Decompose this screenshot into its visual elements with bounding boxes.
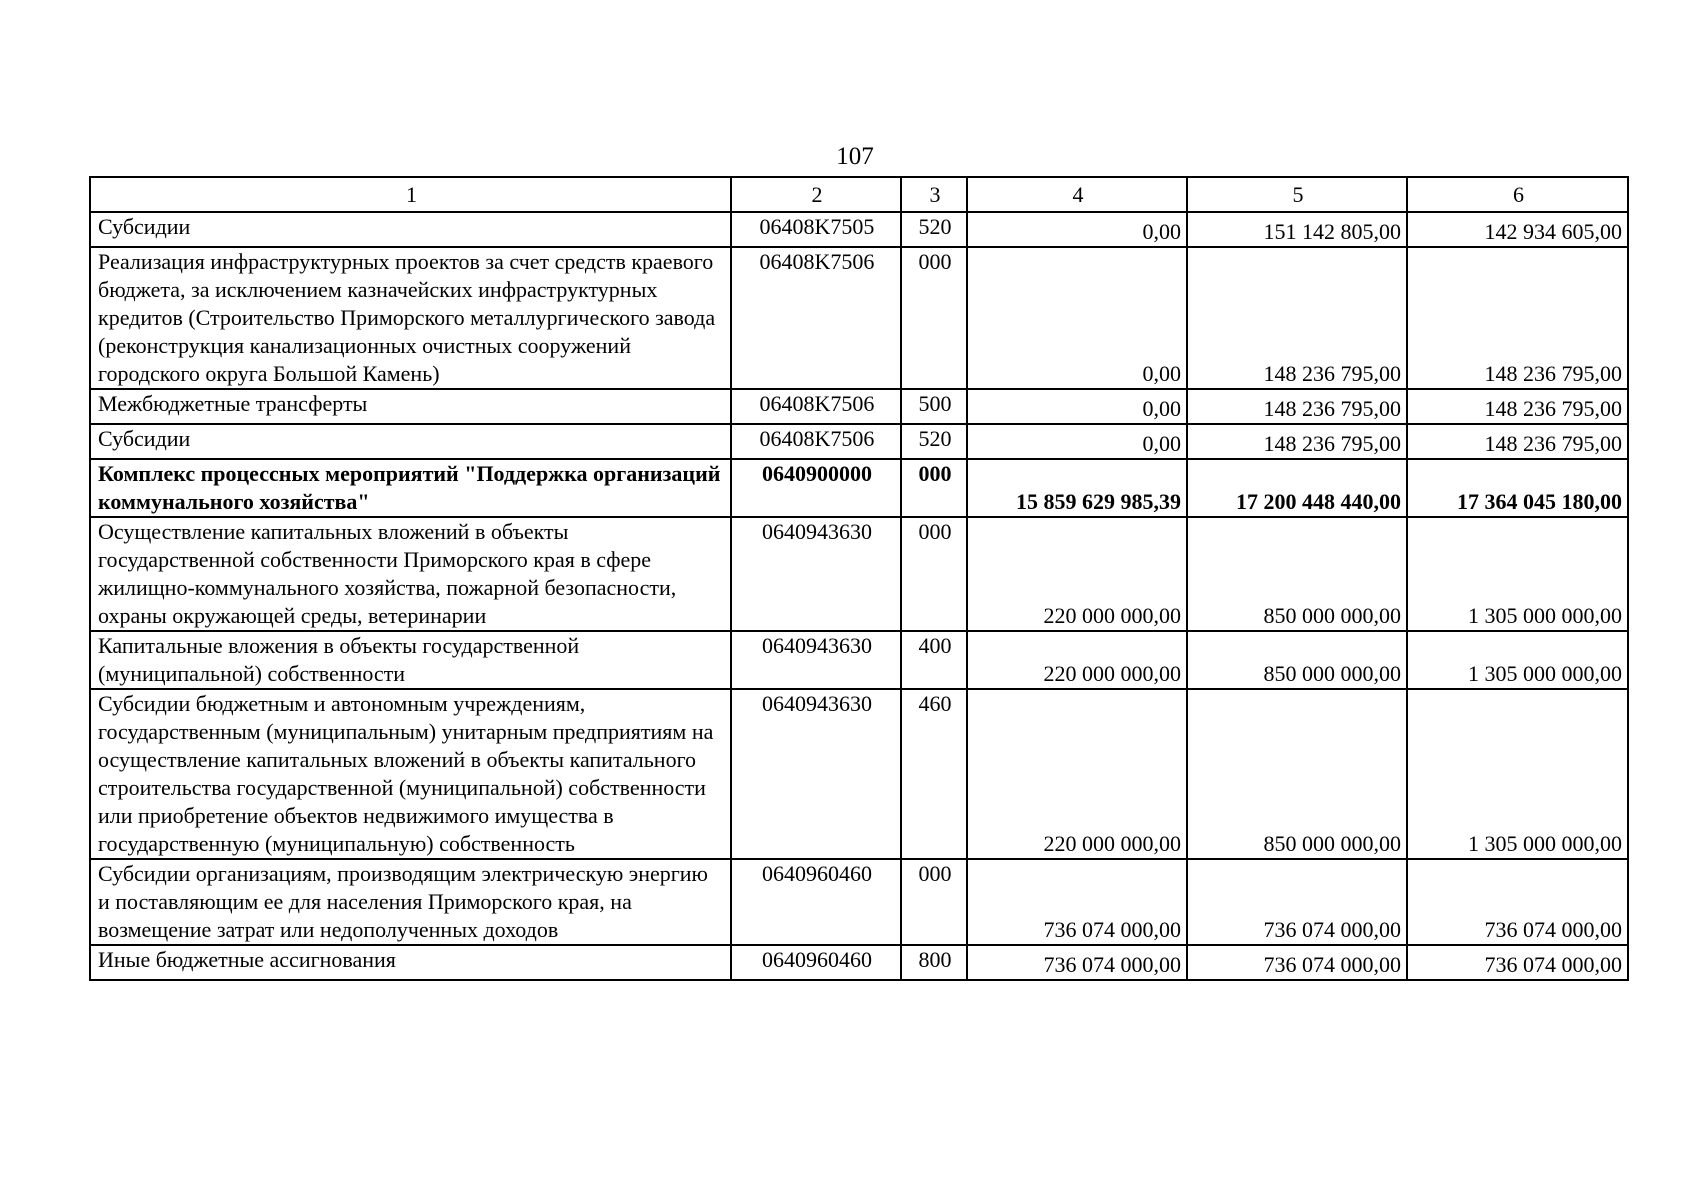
row-kind: 460 — [901, 689, 967, 859]
row-value-5: 148 236 795,00 — [1187, 247, 1407, 389]
row-code: 0640943630 — [731, 689, 901, 859]
column-header: 2 — [731, 177, 901, 212]
table-row — [90, 945, 1628, 980]
row-kind: 800 — [901, 945, 967, 980]
row-code: 0640960460 — [731, 859, 901, 945]
row-kind: 500 — [901, 389, 967, 424]
row-value-6: 736 074 000,00 — [1407, 945, 1628, 980]
row-kind: 400 — [901, 631, 967, 689]
row-value-5: 148 236 795,00 — [1187, 389, 1407, 424]
row-name: Субсидии — [90, 424, 731, 459]
row-code: 06408K7506 — [731, 389, 901, 424]
column-header: 4 — [967, 177, 1187, 212]
row-code: 06408K7505 — [731, 212, 901, 247]
row-value-5: 850 000 000,00 — [1187, 689, 1407, 859]
column-header: 1 — [90, 177, 731, 212]
row-code: 06408K7506 — [731, 424, 901, 459]
table-row — [90, 389, 1628, 424]
row-code: 0640943630 — [731, 631, 901, 689]
row-name: Осуществление капитальных вложений в объекты государственной собственности Приморского края в сфере жилищно-коммунального хозяйства, пожарной безопасности, охраны окружающей среды, ветеринарии — [90, 517, 731, 631]
budget-table — [89, 176, 1629, 981]
row-value-4: 220 000 000,00 — [967, 689, 1187, 859]
row-code: 0640900000 — [731, 459, 901, 517]
row-kind: 000 — [901, 247, 967, 389]
row-value-5: 151 142 805,00 — [1187, 212, 1407, 247]
row-kind: 000 — [901, 459, 967, 517]
row-name: Реализация инфраструктурных проектов за счет средств краевого бюджета, за исключением казначейских инфраструктурных кредитов (Строительство Приморского металлургического завода (реконструкция канализационных очистных сооружений городского округа Большой Камень) — [90, 247, 731, 389]
table-header-row — [90, 177, 1628, 212]
row-value-5: 850 000 000,00 — [1187, 631, 1407, 689]
row-value-6: 148 236 795,00 — [1407, 389, 1628, 424]
row-value-6: 17 364 045 180,00 — [1407, 459, 1628, 517]
row-value-6: 148 236 795,00 — [1407, 247, 1628, 389]
table-row — [90, 689, 1628, 859]
row-value-4: 15 859 629 985,39 — [967, 459, 1187, 517]
row-value-6: 736 074 000,00 — [1407, 859, 1628, 945]
row-kind: 000 — [901, 859, 967, 945]
row-name: Субсидии бюджетным и автономным учреждениям, государственным (муниципальным) унитарным предприятиям на осуществление капитальных вложений в объекты капитального строительства государственной (муниципальной) собственности или приобретение объектов недвижимого имущества в государственную (муниципальную) собственность — [90, 689, 731, 859]
row-code: 06408K7506 — [731, 247, 901, 389]
column-header: 5 — [1187, 177, 1407, 212]
row-value-4: 220 000 000,00 — [967, 631, 1187, 689]
row-value-4: 0,00 — [967, 212, 1187, 247]
row-name: Субсидии — [90, 212, 731, 247]
row-code: 0640943630 — [731, 517, 901, 631]
row-value-4: 0,00 — [967, 247, 1187, 389]
table-row — [90, 631, 1628, 689]
row-kind: 000 — [901, 517, 967, 631]
row-value-5: 17 200 448 440,00 — [1187, 459, 1407, 517]
row-value-5: 850 000 000,00 — [1187, 517, 1407, 631]
row-name: Капитальные вложения в объекты государственной (муниципальной) собственности — [90, 631, 731, 689]
row-value-4: 220 000 000,00 — [967, 517, 1187, 631]
row-name: Иные бюджетные ассигнования — [90, 945, 731, 980]
row-value-4: 0,00 — [967, 389, 1187, 424]
table-row — [90, 424, 1628, 459]
row-value-6: 148 236 795,00 — [1407, 424, 1628, 459]
row-name: Комплекс процессных мероприятий "Поддержка организаций коммунального хозяйства" — [90, 459, 731, 517]
row-code: 0640960460 — [731, 945, 901, 980]
table-row — [90, 517, 1628, 631]
table-row — [90, 247, 1628, 389]
row-kind: 520 — [901, 424, 967, 459]
row-value-5: 736 074 000,00 — [1187, 859, 1407, 945]
row-value-4: 736 074 000,00 — [967, 859, 1187, 945]
row-value-6: 1 305 000 000,00 — [1407, 631, 1628, 689]
row-value-5: 736 074 000,00 — [1187, 945, 1407, 980]
row-value-4: 736 074 000,00 — [967, 945, 1187, 980]
row-kind: 520 — [901, 212, 967, 247]
row-value-5: 148 236 795,00 — [1187, 424, 1407, 459]
table-row — [90, 212, 1628, 247]
row-value-6: 142 934 605,00 — [1407, 212, 1628, 247]
column-header: 3 — [901, 177, 967, 212]
table-row — [90, 859, 1628, 945]
row-value-6: 1 305 000 000,00 — [1407, 517, 1628, 631]
column-header: 6 — [1407, 177, 1628, 212]
page-number: 107 — [836, 143, 874, 170]
row-value-4: 0,00 — [967, 424, 1187, 459]
row-name: Субсидии организациям, производящим электрическую энергию и поставляющим ее для населения Приморского края, на возмещение затрат или недополученных доходов — [90, 859, 731, 945]
table-row-section-total — [90, 459, 1628, 517]
row-name: Межбюджетные трансферты — [90, 389, 731, 424]
row-value-6: 1 305 000 000,00 — [1407, 689, 1628, 859]
